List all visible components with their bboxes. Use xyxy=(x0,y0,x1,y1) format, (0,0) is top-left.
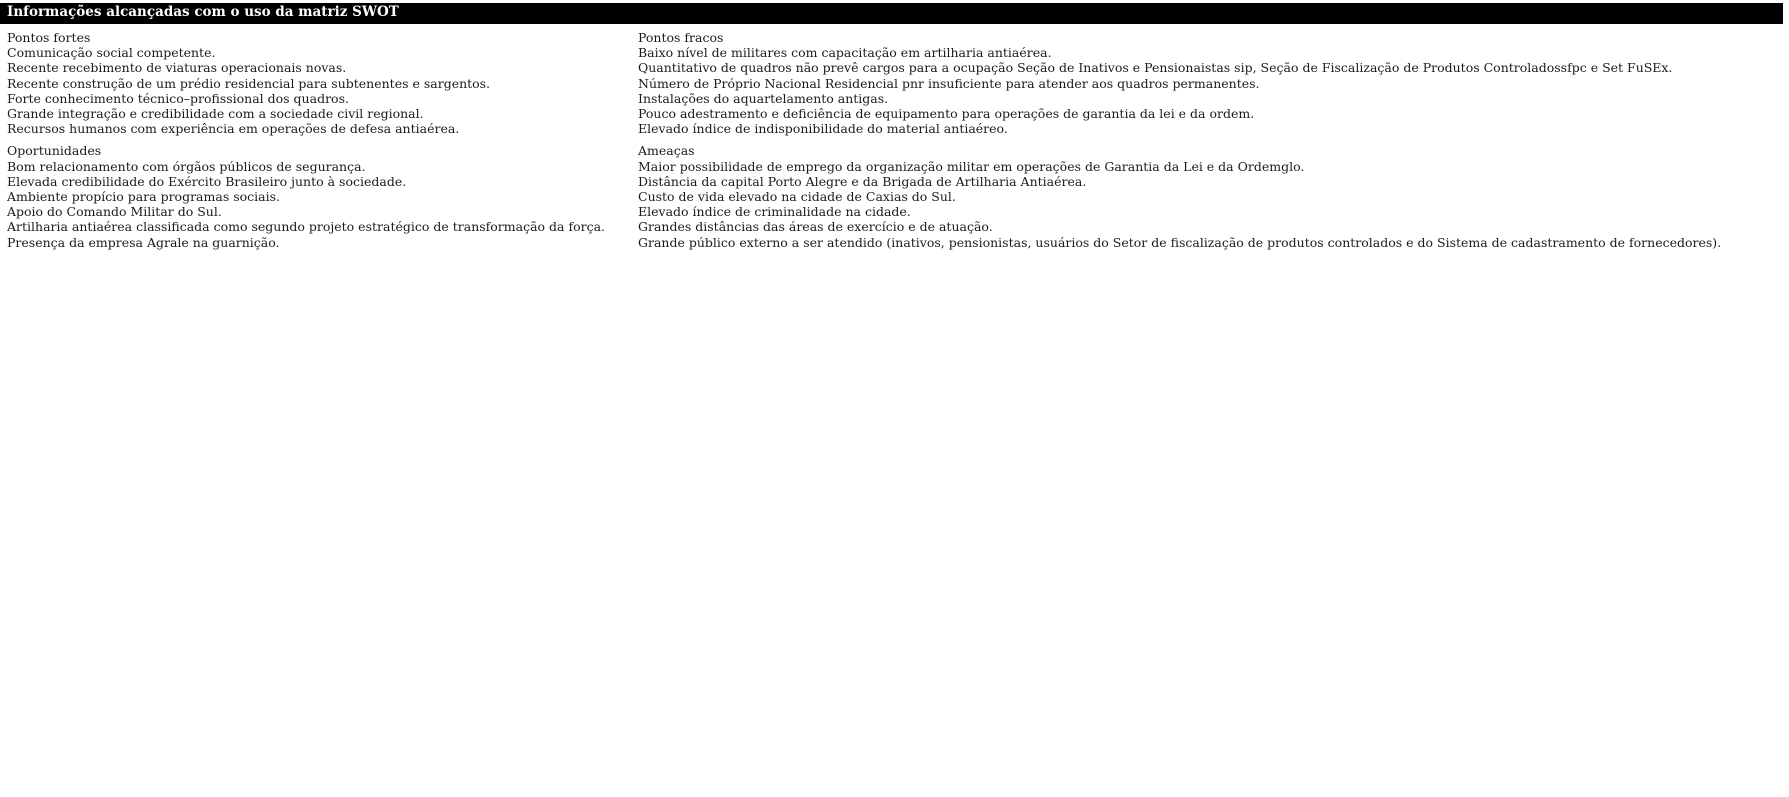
swot-item: Elevado índice de criminalidade na cidade. xyxy=(638,204,911,220)
swot-item: Elevada credibilidade do Exército Brasileiro junto à sociedade. xyxy=(7,173,407,189)
swot-item: Grandes distâncias das áreas de exercício e de atuação. xyxy=(638,219,993,235)
page-title: Informações alcançadas com o uso da matriz SWOT xyxy=(7,4,399,20)
column-left xyxy=(0,30,638,250)
swot-item: Elevado índice de indisponibilidade do material antiaéreo. xyxy=(638,121,1008,137)
swot-item: Forte conhecimento técnico–profissional dos quadros. xyxy=(7,90,349,106)
section-title-oportunidades: Oportunidades xyxy=(7,143,102,159)
swot-item: Recente recebimento de viaturas operacionais novas. xyxy=(7,60,347,76)
swot-item: Grande público externo a ser atendido (inativos, pensionistas, usuários do Setor de fiscalização de produtos controlados e do Sistema de cadastramento de fornecedores). xyxy=(638,234,1722,250)
swot-item: Bom relacionamento com órgãos públicos de segurança. xyxy=(7,158,366,174)
swot-item: Pouco adestramento e deficiência de equipamento para operações de garantia da lei e da ordem. xyxy=(638,106,1255,122)
swot-item: Instalações do aquartelamento antigas. xyxy=(638,90,889,106)
section-title-ameacas: Ameaças xyxy=(638,143,695,159)
swot-item: Ambiente propício para programas sociais. xyxy=(7,189,280,205)
section-pontos-fortes xyxy=(7,30,638,136)
section-ameacas xyxy=(638,143,1789,249)
swot-item: Custo de vida elevado na cidade de Caxias do Sul. xyxy=(638,189,956,205)
swot-item: Maior possibilidade de emprego da organização militar em operações de Garantia da Lei e da Ordemglo. xyxy=(638,158,1305,174)
swot-item: Recente construção de um prédio residencial para subtenentes e sargentos. xyxy=(7,75,491,91)
content xyxy=(0,24,1789,250)
section-title-pontos-fracos: Pontos fracos xyxy=(638,30,724,45)
swot-item: Presença da empresa Agrale na guarnição. xyxy=(7,234,280,250)
swot-item: Grande integração e credibilidade com a sociedade civil regional. xyxy=(7,106,424,122)
swot-item: Distância da capital Porto Alegre e da Brigada de Artilharia Antiaérea. xyxy=(638,173,1087,189)
swot-item: Apoio do Comando Militar do Sul. xyxy=(7,204,222,220)
swot-item: Comunicação social competente. xyxy=(7,45,216,61)
swot-item: Baixo nível de militares com capacitação em artilharia antiaérea. xyxy=(638,45,1052,61)
swot-item: Quantitativo de quadros não prevê cargos para a ocupação Seção de Inativos e Pensionaistas sip, Seção de Fiscalização de Produtos Controladossfpc e Set FuSEx. xyxy=(638,60,1673,76)
section-pontos-fracos xyxy=(638,30,1789,136)
column-right xyxy=(638,30,1789,250)
section-oportunidades xyxy=(7,143,638,249)
swot-item: Recursos humanos com experiência em operações de defesa antiaérea. xyxy=(7,121,460,137)
swot-item: Artilharia antiaérea classificada como segundo projeto estratégico de transformação da força. xyxy=(7,219,606,235)
header-bar xyxy=(0,3,1783,24)
swot-item: Número de Próprio Nacional Residencial pnr insuficiente para atender aos quadros permanentes. xyxy=(638,75,1260,91)
section-title-pontos-fortes: Pontos fortes xyxy=(7,30,91,45)
